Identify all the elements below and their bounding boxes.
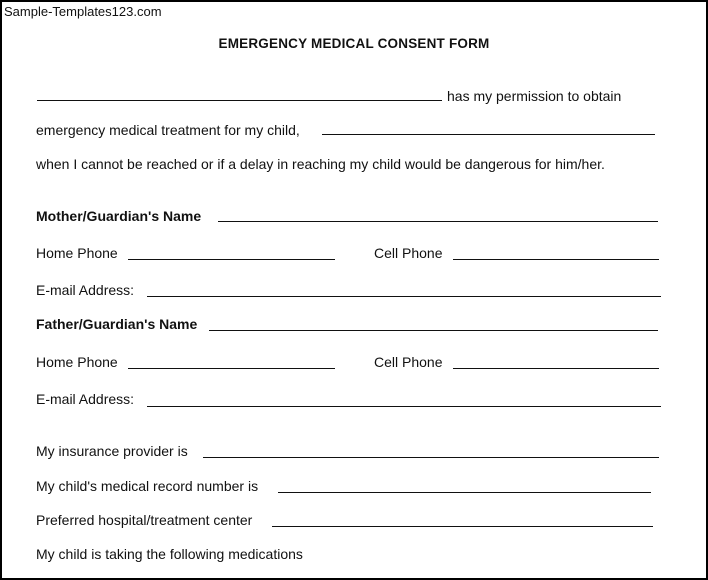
- mother-cell-phone-blank[interactable]: [453, 259, 659, 260]
- father-cell-phone-label: Cell Phone: [374, 354, 443, 370]
- insurance-label: My insurance provider is: [36, 443, 188, 459]
- mother-name-blank[interactable]: [218, 221, 658, 222]
- father-email-blank[interactable]: [147, 406, 661, 407]
- mother-email-label: E-mail Address:: [36, 282, 135, 298]
- mother-email-blank[interactable]: [147, 296, 661, 297]
- treatment-text: emergency medical treatment for my child,: [36, 122, 300, 138]
- form-title: EMERGENCY MEDICAL CONSENT FORM: [218, 36, 490, 51]
- record-number-label: My child's medical record number is: [36, 478, 259, 494]
- mother-home-phone-blank[interactable]: [128, 259, 335, 260]
- father-name-label: Father/Guardian's Name: [36, 316, 198, 332]
- hospital-blank[interactable]: [272, 526, 653, 527]
- mother-cell-phone-label: Cell Phone: [374, 245, 443, 261]
- father-email-label: E-mail Address:: [36, 391, 135, 407]
- father-home-phone-blank[interactable]: [128, 368, 335, 369]
- mother-home-phone-label: Home Phone: [36, 245, 118, 261]
- record-number-blank[interactable]: [278, 492, 651, 493]
- medications-label: My child is taking the following medications: [36, 546, 303, 562]
- parent-name-blank[interactable]: [37, 100, 442, 101]
- hospital-label: Preferred hospital/treatment center: [36, 512, 253, 528]
- father-name-blank[interactable]: [209, 330, 658, 331]
- father-cell-phone-blank[interactable]: [453, 368, 659, 369]
- insurance-blank[interactable]: [203, 457, 659, 458]
- permission-text: has my permission to obtain: [447, 88, 622, 104]
- child-name-blank[interactable]: [322, 134, 655, 135]
- watermark-text: Sample-Templates123.com: [4, 4, 162, 19]
- delay-text: when I cannot be reached or if a delay in reaching my child would be dangerous for him/her.: [36, 156, 605, 172]
- mother-name-label: Mother/Guardian's Name: [36, 208, 202, 224]
- father-home-phone-label: Home Phone: [36, 354, 118, 370]
